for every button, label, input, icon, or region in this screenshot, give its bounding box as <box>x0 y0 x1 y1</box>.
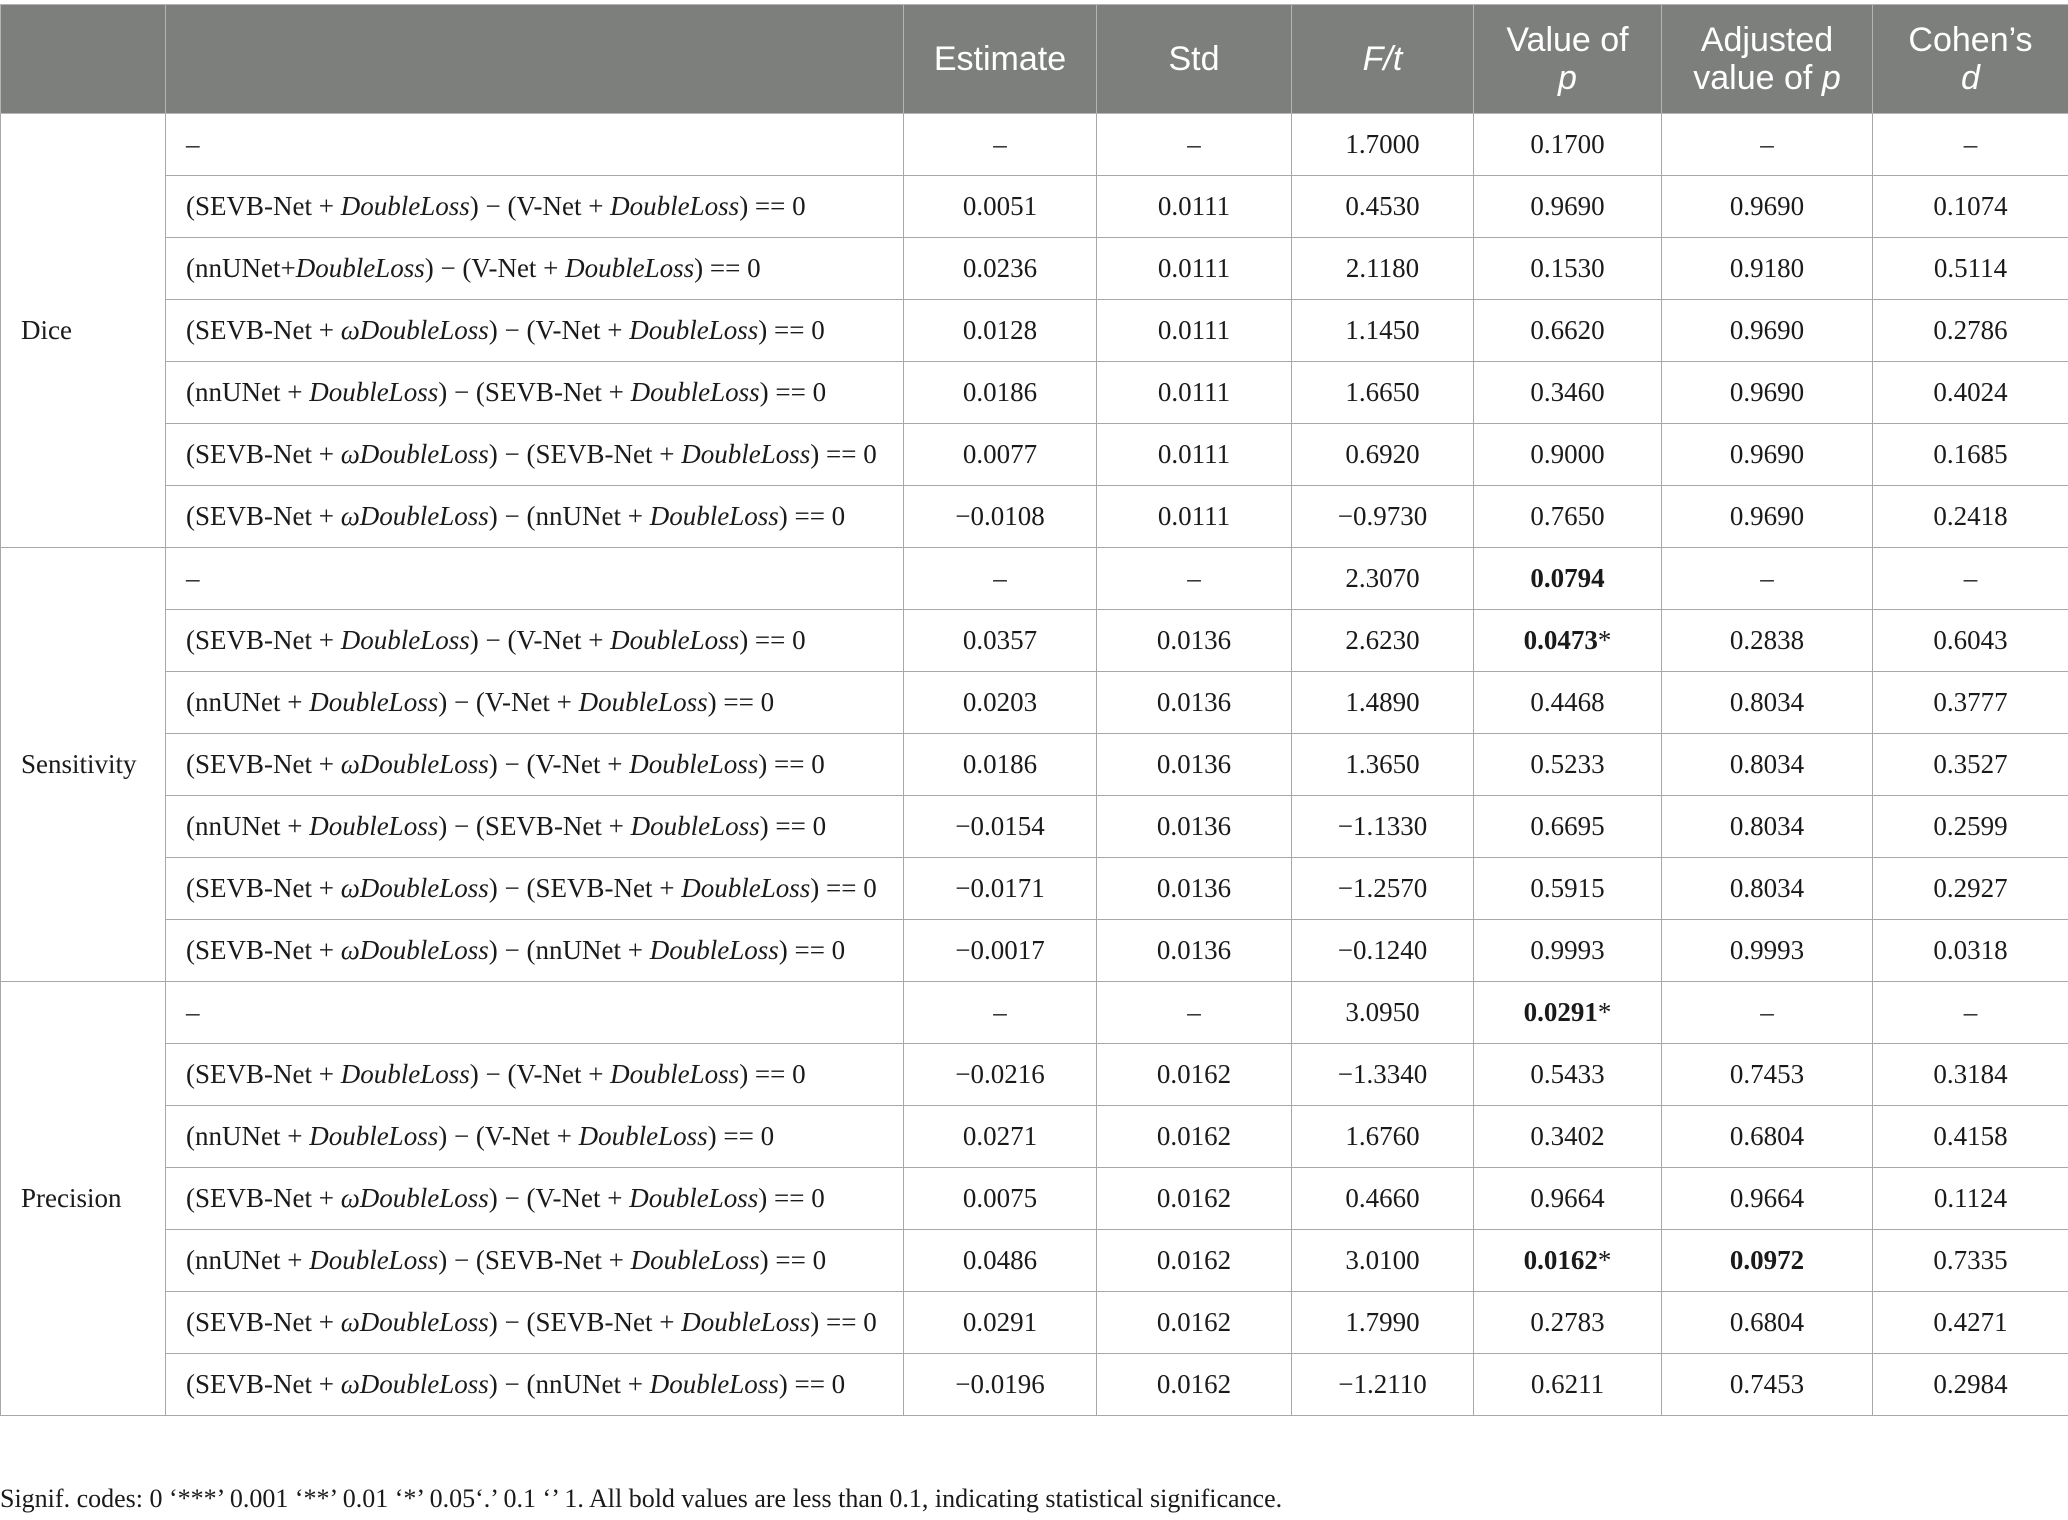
p-value-cell <box>1474 362 1662 424</box>
table-body <box>1 114 2068 1416</box>
header-cohen-line2: d <box>1961 59 1980 97</box>
std-cell: 0.0111 <box>1097 486 1292 548</box>
p-value-cell <box>1474 548 1662 610</box>
comparison-cell: (nnUNet+DoubleLoss) − (V-Net + DoubleLoss) == 0 <box>166 238 904 300</box>
comparison-cell: (nnUNet + DoubleLoss) − (SEVB-Net + DoubleLoss) == 0 <box>166 1230 904 1292</box>
cohens-d-cell: 0.3777 <box>1873 672 2068 734</box>
p-value: 0.3402 <box>1530 1121 1605 1151</box>
cohens-d-cell: 0.2418 <box>1873 486 2068 548</box>
table-row <box>1 362 2068 424</box>
cohens-d-cell: 0.2984 <box>1873 1354 2068 1416</box>
ft-cell: 2.1180 <box>1292 238 1474 300</box>
header-estimate: Estimate <box>904 5 1097 114</box>
ft-cell: −1.1330 <box>1292 796 1474 858</box>
estimate-cell: 0.0186 <box>904 362 1097 424</box>
ft-cell: 1.3650 <box>1292 734 1474 796</box>
p-value-cell <box>1474 238 1662 300</box>
comparison-cell: (SEVB-Net + DoubleLoss) − (V-Net + DoubleLoss) == 0 <box>166 176 904 238</box>
cohens-d-cell: 0.3527 <box>1873 734 2068 796</box>
significance-star: * <box>1597 997 1612 1027</box>
table-row <box>1 734 2068 796</box>
comparison-cell: (SEVB-Net + ωDoubleLoss) − (V-Net + DoubleLoss) == 0 <box>166 734 904 796</box>
header-ft-label: F/t <box>1362 40 1403 78</box>
p-value: 0.9993 <box>1530 935 1605 965</box>
estimate-cell: 0.0271 <box>904 1106 1097 1168</box>
header-metric <box>1 5 166 114</box>
header-p <box>1474 5 1662 114</box>
table-row <box>1 858 2068 920</box>
cohens-d-cell: – <box>1873 114 2068 176</box>
comparison-cell: (SEVB-Net + ωDoubleLoss) − (SEVB-Net + DoubleLoss) == 0 <box>166 424 904 486</box>
estimate-cell: 0.0486 <box>904 1230 1097 1292</box>
table-row <box>1 796 2068 858</box>
table-header <box>1 5 2068 114</box>
std-cell: – <box>1097 982 1292 1044</box>
header-ft <box>1292 5 1474 114</box>
ft-cell: 1.1450 <box>1292 300 1474 362</box>
std-cell: 0.0136 <box>1097 858 1292 920</box>
header-row <box>1 5 2068 114</box>
p-value-cell <box>1474 1044 1662 1106</box>
cohens-d-cell: 0.2786 <box>1873 300 2068 362</box>
std-cell: – <box>1097 114 1292 176</box>
cohens-d-cell: 0.1074 <box>1873 176 2068 238</box>
comparison-cell: (SEVB-Net + ωDoubleLoss) − (nnUNet + DoubleLoss) == 0 <box>166 920 904 982</box>
p-value: 0.0794 <box>1530 563 1605 593</box>
footnote: Signif. codes: 0 ‘***’ 0.001 ‘**’ 0.01 ‘*’ 0.05‘.’ 0.1 ‘’ 1. All bold values are less than 0.1, indicating statistical significance. <box>0 1484 1283 1513</box>
cohens-d-cell: 0.4271 <box>1873 1292 2068 1354</box>
ft-cell: 1.4890 <box>1292 672 1474 734</box>
estimate-cell: −0.0171 <box>904 858 1097 920</box>
comparison-cell: (SEVB-Net + DoubleLoss) − (V-Net + DoubleLoss) == 0 <box>166 1044 904 1106</box>
adjusted-p-cell: 0.9180 <box>1662 238 1873 300</box>
cohens-d-cell: 0.6043 <box>1873 610 2068 672</box>
cohens-d-cell: 0.1685 <box>1873 424 2068 486</box>
table-row <box>1 486 2068 548</box>
std-cell: 0.0136 <box>1097 610 1292 672</box>
cohens-d-cell: 0.4158 <box>1873 1106 2068 1168</box>
comparison-cell: (nnUNet + DoubleLoss) − (SEVB-Net + DoubleLoss) == 0 <box>166 796 904 858</box>
adjusted-p-cell: 0.0972 <box>1662 1230 1873 1292</box>
comparison-cell: – <box>166 548 904 610</box>
metric-label: Precision <box>1 982 166 1416</box>
header-cohens-d <box>1873 5 2068 114</box>
ft-cell: 0.4660 <box>1292 1168 1474 1230</box>
p-value-cell <box>1474 1354 1662 1416</box>
table-row <box>1 1230 2068 1292</box>
adjusted-p-cell: 0.9690 <box>1662 486 1873 548</box>
adjusted-p-cell: 0.7453 <box>1662 1354 1873 1416</box>
estimate-cell: – <box>904 548 1097 610</box>
cohens-d-cell: 0.0318 <box>1873 920 2068 982</box>
adjusted-p-cell: 0.2838 <box>1662 610 1873 672</box>
p-value-cell <box>1474 672 1662 734</box>
table-row <box>1 300 2068 362</box>
std-cell: 0.0162 <box>1097 1354 1292 1416</box>
cohens-d-cell: 0.7335 <box>1873 1230 2068 1292</box>
estimate-cell: 0.0291 <box>904 1292 1097 1354</box>
significance-star: * <box>1597 1245 1612 1275</box>
p-value-cell <box>1474 176 1662 238</box>
p-value: 0.9690 <box>1530 191 1605 221</box>
comparison-cell: (SEVB-Net + ωDoubleLoss) − (nnUNet + DoubleLoss) == 0 <box>166 1354 904 1416</box>
ft-cell: −0.1240 <box>1292 920 1474 982</box>
p-value: 0.0162 <box>1523 1245 1598 1275</box>
header-cohen-line1: Cohen’s <box>1908 21 2033 59</box>
p-value-cell <box>1474 1292 1662 1354</box>
table-row <box>1 548 2068 610</box>
adjusted-p-cell: 0.9993 <box>1662 920 1873 982</box>
estimate-cell: 0.0357 <box>904 610 1097 672</box>
results-table <box>0 4 2068 1416</box>
metric-label: Dice <box>1 114 166 548</box>
ft-cell: −1.2110 <box>1292 1354 1474 1416</box>
adjusted-p-cell: 0.8034 <box>1662 796 1873 858</box>
comparison-cell: – <box>166 114 904 176</box>
p-value: 0.5915 <box>1530 873 1605 903</box>
ft-cell: 1.6650 <box>1292 362 1474 424</box>
p-value: 0.5233 <box>1530 749 1605 779</box>
std-cell: 0.0162 <box>1097 1292 1292 1354</box>
std-cell: 0.0162 <box>1097 1106 1292 1168</box>
adjusted-p-cell: 0.9690 <box>1662 362 1873 424</box>
adjusted-p-cell: 0.9664 <box>1662 1168 1873 1230</box>
cohens-d-cell: 0.2599 <box>1873 796 2068 858</box>
p-value-cell <box>1474 1230 1662 1292</box>
estimate-cell: −0.0196 <box>904 1354 1097 1416</box>
estimate-cell: −0.0108 <box>904 486 1097 548</box>
std-cell: 0.0136 <box>1097 672 1292 734</box>
adjusted-p-cell: – <box>1662 982 1873 1044</box>
p-value: 0.7650 <box>1530 501 1605 531</box>
table-row <box>1 1168 2068 1230</box>
header-p-line1: Value of <box>1506 21 1629 59</box>
metric-label: Sensitivity <box>1 548 166 982</box>
ft-cell: 2.6230 <box>1292 610 1474 672</box>
estimate-cell: −0.0017 <box>904 920 1097 982</box>
estimate-cell: −0.0154 <box>904 796 1097 858</box>
p-value: 0.2783 <box>1530 1307 1605 1337</box>
table-row <box>1 114 2068 176</box>
p-value: 0.6620 <box>1530 315 1605 345</box>
estimate-cell: 0.0075 <box>904 1168 1097 1230</box>
p-value: 0.0473 <box>1523 625 1598 655</box>
std-cell: 0.0111 <box>1097 176 1292 238</box>
estimate-cell: – <box>904 982 1097 1044</box>
p-value-cell <box>1474 920 1662 982</box>
cohens-d-cell: 0.1124 <box>1873 1168 2068 1230</box>
std-cell: 0.0136 <box>1097 920 1292 982</box>
p-value-cell <box>1474 1106 1662 1168</box>
estimate-cell: 0.0128 <box>904 300 1097 362</box>
adjusted-p-cell: 0.7453 <box>1662 1044 1873 1106</box>
p-value: 0.9664 <box>1530 1183 1605 1213</box>
ft-cell: 1.7000 <box>1292 114 1474 176</box>
comparison-cell: (SEVB-Net + ωDoubleLoss) − (SEVB-Net + DoubleLoss) == 0 <box>166 858 904 920</box>
cohens-d-cell: 0.5114 <box>1873 238 2068 300</box>
header-comparison <box>166 5 904 114</box>
p-value: 0.1700 <box>1530 129 1605 159</box>
comparison-cell: (nnUNet + DoubleLoss) − (V-Net + DoubleLoss) == 0 <box>166 672 904 734</box>
header-adjusted-p <box>1662 5 1873 114</box>
std-cell: 0.0111 <box>1097 424 1292 486</box>
table-row <box>1 424 2068 486</box>
table-row <box>1 672 2068 734</box>
table-row <box>1 982 2068 1044</box>
comparison-cell: (SEVB-Net + ωDoubleLoss) − (nnUNet + DoubleLoss) == 0 <box>166 486 904 548</box>
p-value-cell <box>1474 114 1662 176</box>
p-value-cell <box>1474 734 1662 796</box>
adjusted-p-cell: 0.6804 <box>1662 1292 1873 1354</box>
p-value-cell <box>1474 486 1662 548</box>
comparison-cell: (SEVB-Net + ωDoubleLoss) − (V-Net + DoubleLoss) == 0 <box>166 300 904 362</box>
cohens-d-cell: 0.4024 <box>1873 362 2068 424</box>
ft-cell: −1.3340 <box>1292 1044 1474 1106</box>
std-cell: – <box>1097 548 1292 610</box>
comparison-cell: (SEVB-Net + ωDoubleLoss) − (SEVB-Net + DoubleLoss) == 0 <box>166 1292 904 1354</box>
p-value: 0.3460 <box>1530 377 1605 407</box>
comparison-cell: (SEVB-Net + DoubleLoss) − (V-Net + DoubleLoss) == 0 <box>166 610 904 672</box>
table-row <box>1 1106 2068 1168</box>
p-value: 0.1530 <box>1530 253 1605 283</box>
estimate-cell: −0.0216 <box>904 1044 1097 1106</box>
header-p-line2: p <box>1558 59 1577 97</box>
comparison-cell: (nnUNet + DoubleLoss) − (V-Net + DoubleLoss) == 0 <box>166 1106 904 1168</box>
ft-cell: 3.0950 <box>1292 982 1474 1044</box>
ft-cell: 0.6920 <box>1292 424 1474 486</box>
p-value: 0.5433 <box>1530 1059 1605 1089</box>
adjusted-p-cell: 0.8034 <box>1662 734 1873 796</box>
ft-cell: 1.7990 <box>1292 1292 1474 1354</box>
p-value-cell <box>1474 982 1662 1044</box>
adjusted-p-cell: 0.9690 <box>1662 300 1873 362</box>
significance-star: * <box>1597 625 1612 655</box>
comparison-cell: (nnUNet + DoubleLoss) − (SEVB-Net + DoubleLoss) == 0 <box>166 362 904 424</box>
table-row <box>1 920 2068 982</box>
std-cell: 0.0162 <box>1097 1168 1292 1230</box>
ft-cell: 0.4530 <box>1292 176 1474 238</box>
std-cell: 0.0111 <box>1097 300 1292 362</box>
header-std: Std <box>1097 5 1292 114</box>
p-value-cell <box>1474 1168 1662 1230</box>
table-row <box>1 1292 2068 1354</box>
adjusted-p-cell: 0.6804 <box>1662 1106 1873 1168</box>
cohens-d-cell: – <box>1873 982 2068 1044</box>
estimate-cell: 0.0203 <box>904 672 1097 734</box>
ft-cell: 3.0100 <box>1292 1230 1474 1292</box>
table-row <box>1 238 2068 300</box>
p-value-cell <box>1474 424 1662 486</box>
cohens-d-cell: – <box>1873 548 2068 610</box>
p-value: 0.6695 <box>1530 811 1605 841</box>
p-value: 0.0291 <box>1523 997 1598 1027</box>
std-cell: 0.0111 <box>1097 362 1292 424</box>
comparison-cell: – <box>166 982 904 1044</box>
p-value: 0.4468 <box>1530 687 1605 717</box>
p-value: 0.6211 <box>1530 1369 1605 1399</box>
estimate-cell: 0.0236 <box>904 238 1097 300</box>
adjusted-p-cell: 0.9690 <box>1662 176 1873 238</box>
ft-cell: −0.9730 <box>1292 486 1474 548</box>
adjusted-p-cell: 0.9690 <box>1662 424 1873 486</box>
p-value-cell <box>1474 858 1662 920</box>
table-row <box>1 610 2068 672</box>
std-cell: 0.0136 <box>1097 796 1292 858</box>
estimate-cell: 0.0186 <box>904 734 1097 796</box>
estimate-cell: – <box>904 114 1097 176</box>
estimate-cell: 0.0077 <box>904 424 1097 486</box>
header-adj-line1: Adjusted <box>1700 21 1834 59</box>
p-value: 0.9000 <box>1530 439 1605 469</box>
adjusted-p-cell: 0.8034 <box>1662 672 1873 734</box>
adjusted-p-cell: – <box>1662 114 1873 176</box>
std-cell: 0.0162 <box>1097 1230 1292 1292</box>
comparison-cell: (SEVB-Net + ωDoubleLoss) − (V-Net + DoubleLoss) == 0 <box>166 1168 904 1230</box>
table-row <box>1 176 2068 238</box>
ft-cell: −1.2570 <box>1292 858 1474 920</box>
std-cell: 0.0136 <box>1097 734 1292 796</box>
adjusted-p-cell: 0.8034 <box>1662 858 1873 920</box>
p-value-cell <box>1474 796 1662 858</box>
cohens-d-cell: 0.3184 <box>1873 1044 2068 1106</box>
table-row <box>1 1044 2068 1106</box>
ft-cell: 1.6760 <box>1292 1106 1474 1168</box>
p-value-cell <box>1474 300 1662 362</box>
header-adj-italic: p <box>1821 59 1841 97</box>
estimate-cell: 0.0051 <box>904 176 1097 238</box>
cohens-d-cell: 0.2927 <box>1873 858 2068 920</box>
adjusted-p-cell: – <box>1662 548 1873 610</box>
table-row <box>1 1354 2068 1416</box>
p-value-cell <box>1474 610 1662 672</box>
header-adj-line2: value of <box>1693 59 1813 97</box>
std-cell: 0.0111 <box>1097 238 1292 300</box>
ft-cell: 2.3070 <box>1292 548 1474 610</box>
std-cell: 0.0162 <box>1097 1044 1292 1106</box>
